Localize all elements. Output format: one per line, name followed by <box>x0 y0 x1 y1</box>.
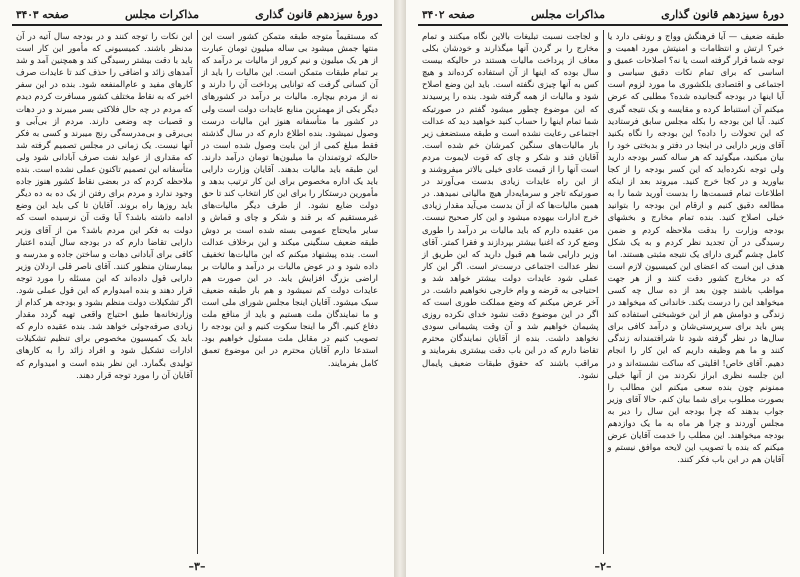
right-page <box>406 0 800 577</box>
page-folio: –۳– <box>188 560 206 573</box>
column-text: که مستقیماً متوجه طبقه متمکن کشور است این منتها جمش میشود بی ساله میلیون تومان عبارت از هر یک میلیون و نیم کرور از مالیات بر درآمد که بر تمام طبقات متمکن است. این مالیات را باید از آن کسانی گرفت که توانایی پرداخت آن را دارند و نه از مردم بیچاره. مالیات بر درآمد در کشورهای دیگر یکی از مهمترین منابع عایدات دولت است ولی در کشور ما متأسفانه هنوز این مالیات درست وصول نمیشود. بنده اطلاع دارم که در سال گذشته فقط مبلغ کمی از این بابت وصول شده است در حالیکه ثروتمندان ما میلیون‌ها تومان درآمد دارند. این طبقه باید مالیات بدهند. آقایان وزارت دارایی باید یک اداره مخصوص برای این کار ترتیب بدهد و مأمورین درستکار را برای این کار انتخاب کند تا حق دولت ضایع نشود. از طرف دیگر مالیات‌های غیرمستقیم که بر قند و شکر و چای و قماش و سایر مایحتاج عمومی بسته شده است بر دوش طبقه ضعیف سنگینی میکند و این برخلاف عدالت است. بنده پیشنهاد میکنم که این مالیات‌ها تخفیف داده شود و در عوض مالیات بر درآمد و مالیات بر اراضی بزرگ افزایش یابد. در این صورت هم عایدات دولت کم نمیشود و هم بار طبقه ضعیف سبک میشود. آقایان اینجا مجلس شورای ملی است و ما نمایندگان ملت هستیم و باید از منافع ملت دفاع کنیم. اگر ما اینجا سکوت کنیم و این بودجه را تصویب کنیم در مقابل ملت مسئول خواهیم بود. استدعا دارم آقایان محترم در این موضوع تعمق کامل بفرمایند. <box>201 31 378 368</box>
header-subtitle: مذاکرات مجلس <box>531 8 605 21</box>
column-text: طبقه ضعیف — آیا فرهنگش وواج و رونقی دارد یا خیر؟ ارتش و انتظامات و امنیتش مورد اهمیت و توجه شما قرار گرفته است یا نه؟ اصلاحات عمیق و اساسی که برای تمام نکات دقیق سیاسی و اجتماعی و اقتصادی بلکشوری ما مورد لزوم است آیا اینها در بودجه گنجانیده شده؟ مطلبی که عرض میکنم آن استنباط کرده و مقایسه و یک نتیجه گیری کنید. آیا این بودجه را بکله مجلس سابق فرستادید که این تحولات را داده؟ این بودجه را نگاه بکنید آقای وزیر دارایی در اینجا در دفتر و بدبختی خود را بیان میکنید، میگوئید که هر ساله کسر بودجه دارید ولی توجه نکرده‌اید که این کسر بودجه را از کجا بیاورید و در کجا خرج کنید. میروند بعد از اینکه اطلاعات تمام قسمت‌ها را بدست آورید شما را به مطالعه دقیق کنیم و ارقام این بودجه را بتوانید خیلی اصلاح کنید. بنده تمام مخارج و بخشهای بودجه وزارت را بدقت ملاحظه کردم و ضمن رسیدگی در آن تجدید نظر کردم و به یک شکل کامل چشم گیری دارای یک نتیجه مثبتی هستند. اما هدف این است که اعضای این کمیسیون لازم است که در مخارج کشور دقت کنند و از هر جهت مواظب باشند چون بعد از ده سال چه کسی میخواهد این را درست بکند. خاندانی که میخواهد در زندگی و دوامش هم از این خوشبختی استفاده کند پس باید برای سرپرستی‌شان و درآمد کافی برای سال‌ها در نظر گرفته شود تا شرافتمندانه زندگی کنند و ما هم وظیفه داریم که این کار را انجام دهیم. آقای خاص! اقلیتی که ساکت نشسته‌اند و در این جلسه نظری ابراز نکردند من از آنها خیلی ممنونم چون بنده سعی میکنم این مطالب را بصورت مطلوب برای شما بیان کنم. حالا آقای وزیر جواب بدهند که چرا بودجه این سال را دیر به مجلس آوردند و چرا هر ماه به ما یک دوازدهم بودجه میخواهند. این مطلب را خدمت آقایان عرض میکنم که بنده با تصویب این لایحه موافق نیستم و آقایان هم در این باب فکر کنند. <box>607 31 784 465</box>
column-divider <box>603 30 604 554</box>
header-subtitle: مذاکرات مجلس <box>125 8 199 21</box>
header-page-number: صفحه ۳۴۰۲ <box>422 8 475 21</box>
text-column-left <box>418 30 603 554</box>
text-columns <box>418 30 788 554</box>
page-header <box>418 6 788 26</box>
text-column-right <box>198 30 383 554</box>
left-page <box>0 0 394 577</box>
page-folio: –۲– <box>594 560 612 573</box>
column-divider <box>197 30 198 554</box>
header-title: دورهٔ سیزدهم قانون گذاری <box>661 8 784 21</box>
page-header <box>12 6 382 26</box>
text-column-right <box>604 30 789 554</box>
book-gutter <box>394 0 406 577</box>
header-page-number: صفحه ۳۴۰۳ <box>16 8 69 21</box>
text-columns <box>12 30 382 554</box>
text-column-left <box>12 30 197 554</box>
column-text: این نکات را توجه کنند و در بودجه سال آتیه در آن مدنظر باشند. کمیسیونی که مأمور این کار است باید با دقت بیشتر رسیدگی کند و همچنین آمد و شد آمدهای زائد و اضافی را حذف کند تا عایدات صرف کارهای مفید و عام‌المنفعه شود. بنده در این سفر اخیر که به نقاط مختلف کشور مسافرت کردم دیدم که مردم در چه حال فلاکتی بسر میبرند و در دهات و قصبات چه وضعی دارند. مردم از بی‌آبی و بی‌برقی و بی‌مدرسه‌گی رنج میبرند و کسی به فکر آنها نیست. یک زمانی در مجلس تصمیم گرفته شد که مقداری از عواید نفت صرف آبادانی شود ولی متأسفانه این تصمیم تاکنون عملی نشده است. بنده ملاحظه کردم که در بعضی نقاط کشور هنوز جاده وجود ندارد و مردم برای رفتن از یک ده به ده دیگر باید روزها راه بروند. آقایان تا کی باید این وضع ادامه داشته باشد؟ آیا وقت آن نرسیده است که دولت به فکر این مردم باشد؟ من از آقای وزیر دارایی تقاضا دارم که در بودجه سال آینده اعتبار کافی برای آبادانی دهات و ساختن جاده و مدرسه و بیمارستان منظور کنند. آقای ناصر قلی اردلان وزیر دارایی قول داده‌اند که این مسئله را مورد توجه قرار دهند و بنده امیدوارم که این قول عملی شود. اگر تشکیلات دولت منظم بشود و بودجه هر کدام از وزارتخانه‌ها طبق احتیاج واقعی تهیه گردد مقدار زیادی صرفه‌جوئی خواهد شد. بنده عقیده دارم که باید یک کمیسیون مخصوص برای تنظیم تشکیلات ادارات تشکیل شود و افراد زائد را به کارهای تولیدی بگمارد. این نظر بنده است و امیدوارم که آقایان آن را مورد توجه قرار دهند. <box>16 31 193 380</box>
header-title: دورهٔ سیزدهم قانون گذاری <box>255 8 378 21</box>
column-text: و لجاجت نسبت تبلیغات بالاین نگاه میکنند و تمام مخارج را بر گردن آنها میگذارند و خودشان بکلی معاف از پرداخت مالیات هستند در حالیکه بیست سال بوده که اینها از آن استفاده کرده‌اند و هیچ کس به آنها چیزی نگفته است. باید این وضع اصلاح شود و مالیات از همه گرفته شود. بنده را پرسیدند که این موضوع چطور میشود گفتم در صورتیکه شما تمام اینها را حساب کنید خواهید دید که عدالت اجتماعی رعایت نشده است و طبقه مستضعف زیر بار مالیات‌های سنگین کمرشان خم شده است. آقایان قند و شکر و چای که قوت لایموت مردم است آنها را از قیمت عادی خیلی بالاتر میفروشند و از این راه عایدات زیادی بدست می‌آورند در صورتیکه تاجر و سرمایه‌دار هیچ مالیاتی نمیدهد. در همین مالیات‌ها که از آن بدست می‌آید مقدار زیادی خرج ادارات بیهوده میشود و این کار صحیح نیست. من عقیده دارم که باید مالیات بر درآمد را طوری وضع کرد که اغنیا بیشتر بپردازند و فقرا کمتر. آقای وزیر دارایی شما هم قبول دارید که این طریق از نظر عدالت اجتماعی درست‌تر است. اگر این کار عملی شود عایدات دولت بیشتر خواهد شد و احتیاجی به قرضه و وام خارجی نخواهیم داشت. در آخر عرض میکنم که وضع مملکت طوری است که اگر در این موضوع دقت نشود خدای نکرده روزی پشیمان خواهیم شد و آن وقت پشیمانی سودی نخواهد داشت. بنده از آقایان نمایندگان محترم تقاضا دارم که در این باب دقت بیشتری بفرمایند و مراقب باشند که حقوق طبقات ضعیف پایمال نشود. <box>422 31 599 380</box>
